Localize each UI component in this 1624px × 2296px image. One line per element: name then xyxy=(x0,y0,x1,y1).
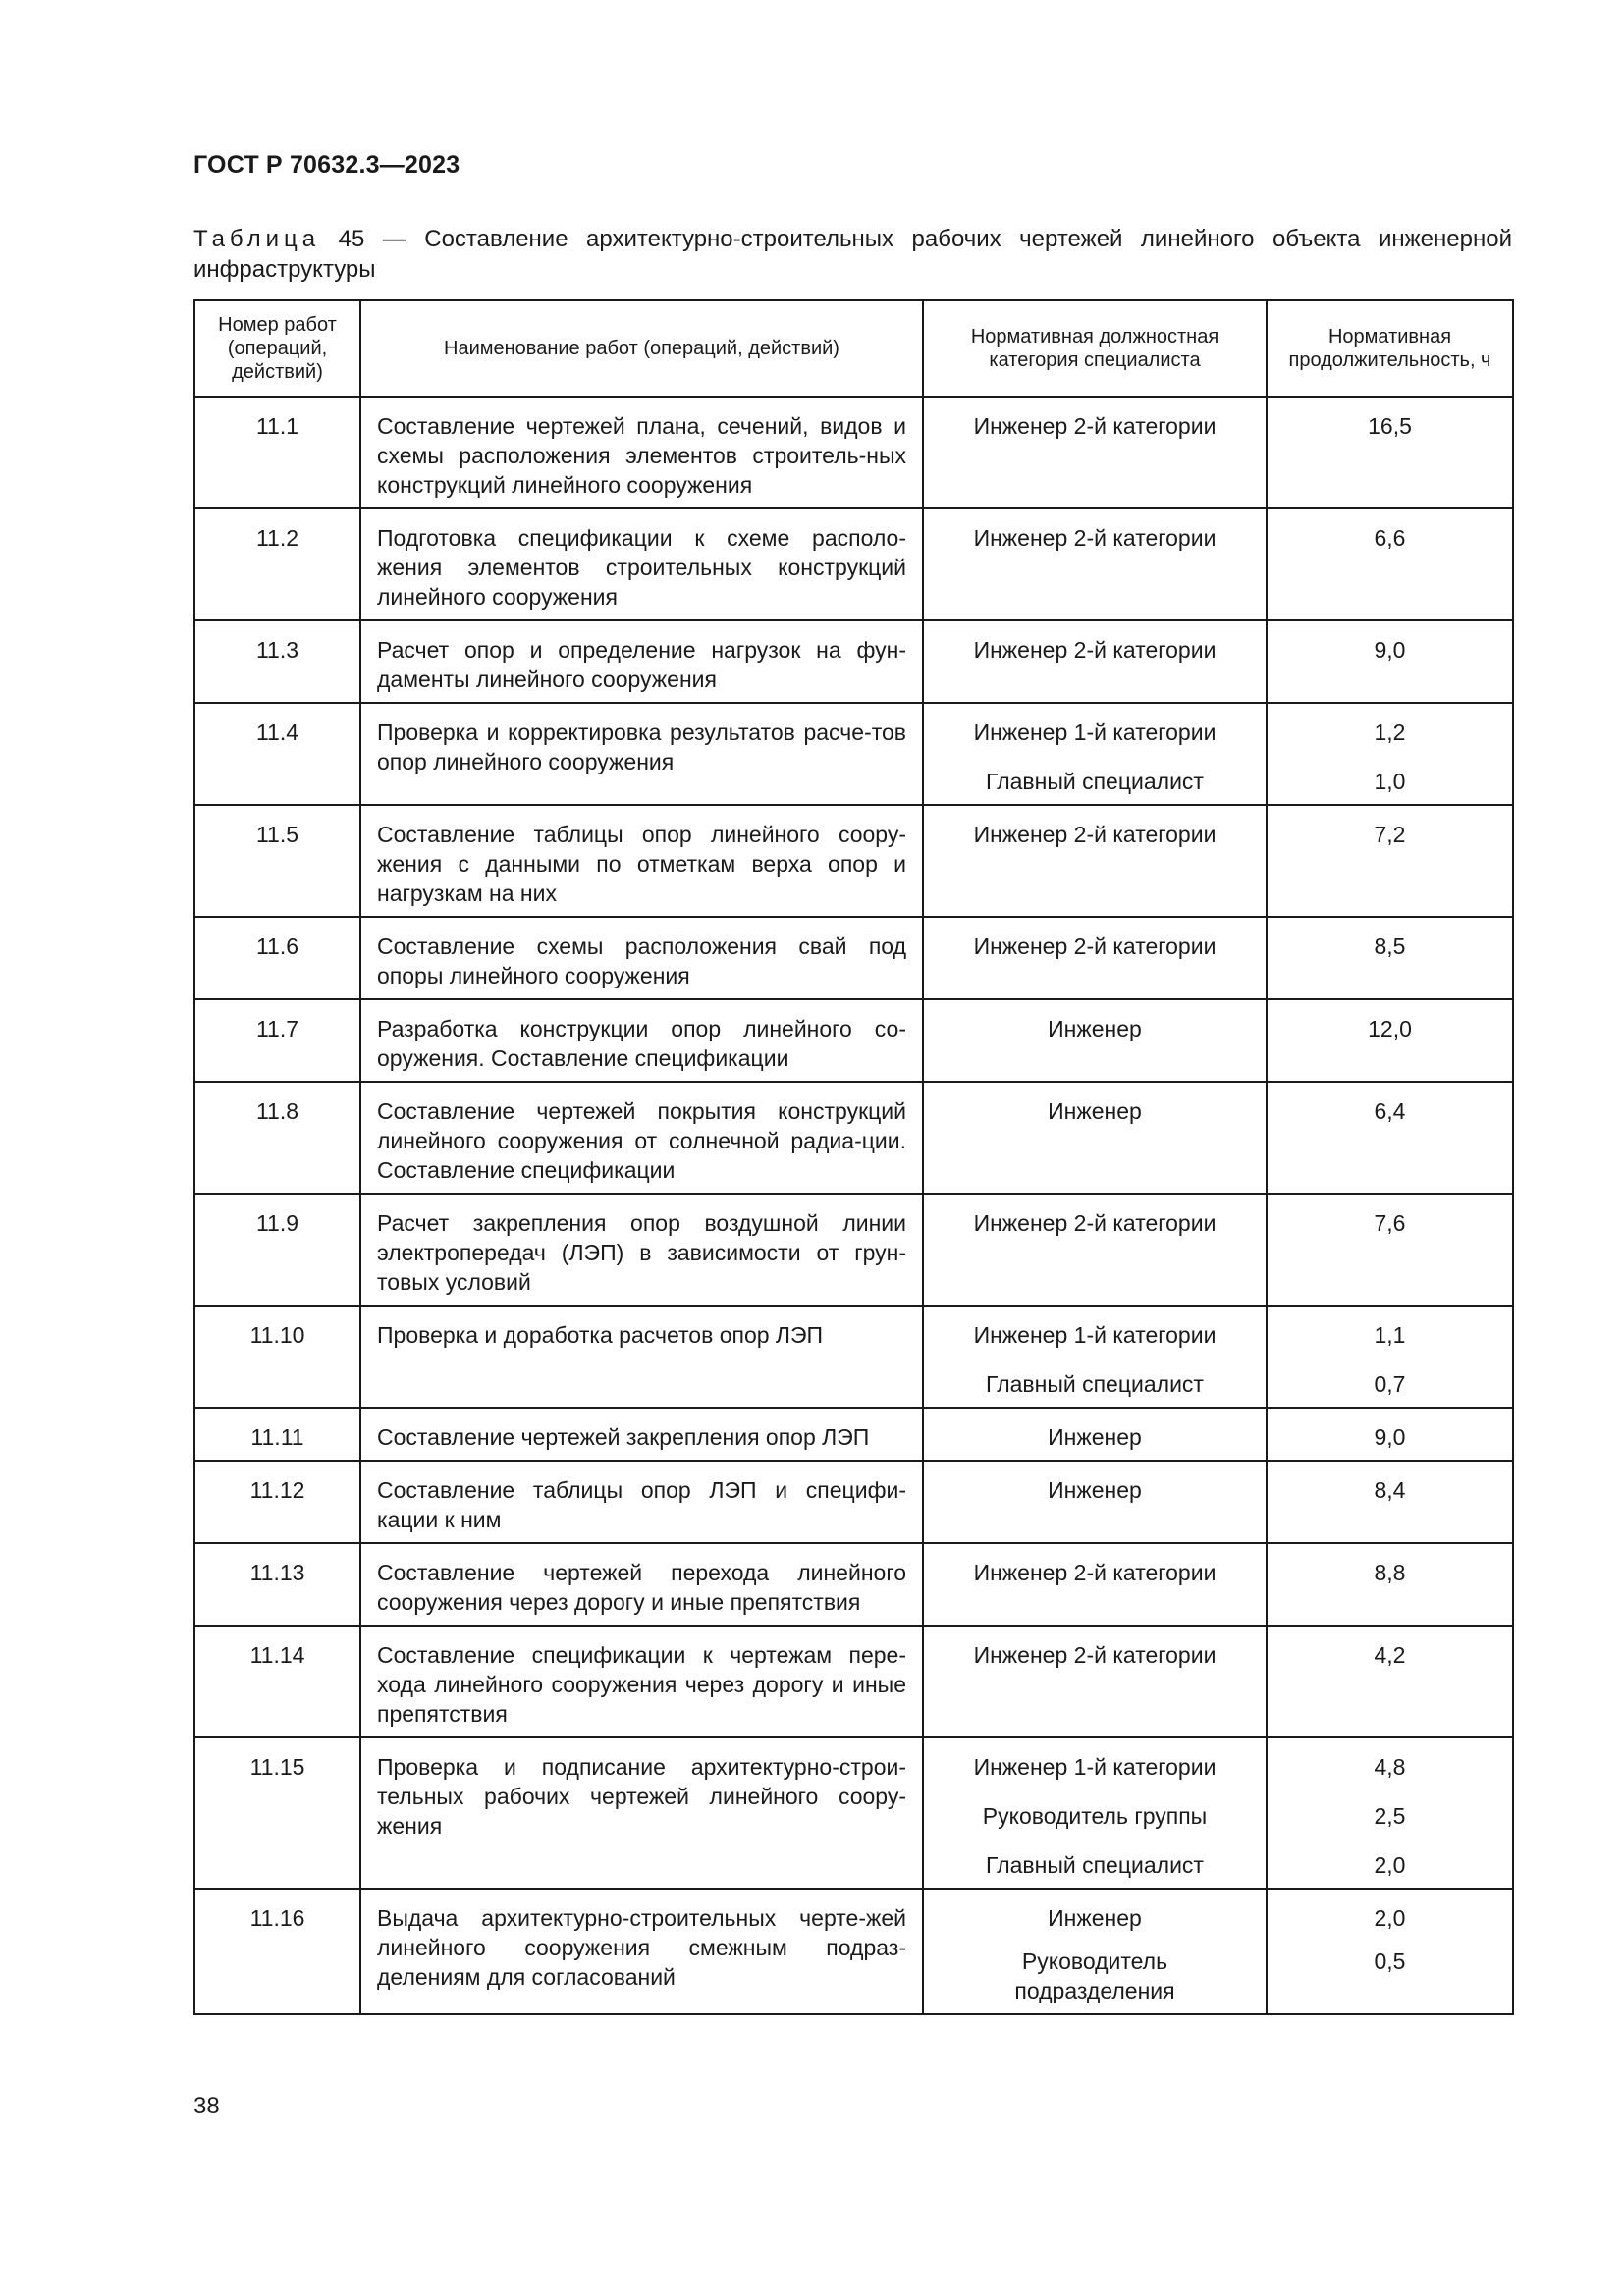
work-number: 11.7 xyxy=(194,999,360,1082)
duration-entry: 2,0 xyxy=(1374,1905,1406,1931)
work-name: Подготовка спецификации к схеме располо-жения элементов строительных конструкций линейного сооружения xyxy=(360,508,923,620)
table-header-row xyxy=(194,300,1513,397)
work-name: Проверка и доработка расчетов опор ЛЭП xyxy=(360,1306,923,1408)
table-row xyxy=(194,999,1513,1082)
work-number: 11.6 xyxy=(194,917,360,999)
work-name: Проверка и подписание архитектурно-строи-тельных рабочих чертежей линейного соору-жения xyxy=(360,1737,923,1889)
category-entry: Инженер 2-й категории xyxy=(973,1560,1217,1585)
work-number: 11.3 xyxy=(194,620,360,703)
specialist-category xyxy=(923,1889,1267,2014)
duration-entry: 1,2 xyxy=(1374,720,1406,745)
duration-entry: 2,0 xyxy=(1374,1852,1406,1878)
duration-hours xyxy=(1267,1626,1513,1737)
duration-hours xyxy=(1267,1408,1513,1461)
category-entry: Инженер xyxy=(1048,1098,1142,1124)
work-number: 11.4 xyxy=(194,703,360,805)
duration-entry: 9,0 xyxy=(1374,1424,1406,1450)
table-row xyxy=(194,1889,1513,2014)
work-name: Составление чертежей плана, сечений, видов и схемы расположения элементов строитель-ных конструкций линейного сооружения xyxy=(360,397,923,508)
duration-hours xyxy=(1267,1461,1513,1543)
specialist-category xyxy=(923,1737,1267,1889)
category-entry: Инженер 2-й категории xyxy=(973,822,1217,847)
table-row xyxy=(194,620,1513,703)
duration-hours xyxy=(1267,620,1513,703)
table-row xyxy=(194,1194,1513,1306)
work-name: Составление чертежей перехода линейного сооружения через дорогу и иные препятствия xyxy=(360,1543,923,1626)
specialist-category xyxy=(923,1194,1267,1306)
specialist-category xyxy=(923,397,1267,508)
table-caption-label: Таблица xyxy=(193,226,321,252)
work-number: 11.2 xyxy=(194,508,360,620)
work-name: Расчет опор и определение нагрузок на фун-даменты линейного сооружения xyxy=(360,620,923,703)
specialist-category xyxy=(923,999,1267,1082)
category-entry: Инженер xyxy=(1048,1424,1142,1450)
duration-hours xyxy=(1267,397,1513,508)
work-name: Составление таблицы опор линейного соору-жения с данными по отметкам верха опор и нагрузкам на них xyxy=(360,805,923,917)
duration-hours xyxy=(1267,1082,1513,1194)
duration-entry: 9,0 xyxy=(1374,637,1406,663)
column-header-category: Нормативная должностная категория специалиста xyxy=(923,300,1267,397)
specialist-category xyxy=(923,508,1267,620)
work-number: 11.10 xyxy=(194,1306,360,1408)
duration-entry: 7,2 xyxy=(1374,822,1406,847)
work-name: Расчет закрепления опор воздушной линии электропередач (ЛЭП) в зависимости от грун-товых условий xyxy=(360,1194,923,1306)
duration-hours xyxy=(1267,1194,1513,1306)
specialist-category xyxy=(923,1461,1267,1543)
category-entry: Инженер 2-й категории xyxy=(973,413,1217,439)
specialist-category xyxy=(923,703,1267,805)
category-entry: Руководитель подразделения xyxy=(1014,1949,1175,2003)
duration-hours xyxy=(1267,917,1513,999)
work-name: Составление таблицы опор ЛЭП и специфи-кации к ним xyxy=(360,1461,923,1543)
category-entry: Инженер 2-й категории xyxy=(973,525,1217,551)
table-caption-text: 45 — Составление архитектурно-строительных рабочих чертежей линейного объекта инженерной инфраструктуры xyxy=(193,226,1512,283)
table-row xyxy=(194,917,1513,999)
table-row xyxy=(194,703,1513,805)
table-row xyxy=(194,397,1513,508)
category-entry: Инженер xyxy=(1048,1016,1142,1041)
duration-hours xyxy=(1267,508,1513,620)
work-number: 11.14 xyxy=(194,1626,360,1737)
column-header-number: Номер работ (операций, действий) xyxy=(194,300,360,397)
category-entry: Инженер 2-й категории xyxy=(973,637,1217,663)
work-number: 11.13 xyxy=(194,1543,360,1626)
work-name: Составление чертежей закрепления опор ЛЭП xyxy=(360,1408,923,1461)
duration-hours xyxy=(1267,1889,1513,2014)
column-header-name: Наименование работ (операций, действий) xyxy=(360,300,923,397)
duration-hours xyxy=(1267,805,1513,917)
column-header-duration: Нормативная продолжительность, ч xyxy=(1267,300,1513,397)
duration-entry: 8,5 xyxy=(1374,934,1406,959)
specialist-category xyxy=(923,1408,1267,1461)
category-entry: Инженер 2-й категории xyxy=(973,934,1217,959)
specialist-category xyxy=(923,917,1267,999)
category-entry: Инженер xyxy=(1048,1477,1142,1503)
work-name: Составление спецификации к чертежам пере-хода линейного сооружения через дорогу и иные препятствия xyxy=(360,1626,923,1737)
duration-entry: 7,6 xyxy=(1374,1210,1406,1236)
category-entry: Инженер 1-й категории xyxy=(973,720,1217,745)
specialist-category xyxy=(923,620,1267,703)
work-name: Проверка и корректировка результатов расче-тов опор линейного сооружения xyxy=(360,703,923,805)
work-name: Составление чертежей покрытия конструкций линейного сооружения от солнечной радиа-ции. Составление спецификации xyxy=(360,1082,923,1194)
duration-entry: 0,5 xyxy=(1374,1949,1406,1974)
specialist-category xyxy=(923,1543,1267,1626)
category-entry: Руководитель группы xyxy=(982,1803,1208,1829)
work-number: 11.12 xyxy=(194,1461,360,1543)
specialist-category xyxy=(923,1306,1267,1408)
table-row xyxy=(194,1461,1513,1543)
table-caption xyxy=(193,224,1512,285)
work-name: Разработка конструкции опор линейного со-оружения. Составление спецификации xyxy=(360,999,923,1082)
category-entry: Главный специалист xyxy=(986,769,1204,794)
table-row xyxy=(194,1543,1513,1626)
duration-entry: 8,8 xyxy=(1374,1560,1406,1585)
document-code: ГОСТ Р 70632.3—2023 xyxy=(193,151,460,179)
specialist-category xyxy=(923,1082,1267,1194)
category-entry: Главный специалист xyxy=(986,1371,1204,1397)
table-row xyxy=(194,1082,1513,1194)
duration-entry: 8,4 xyxy=(1374,1477,1406,1503)
table-row xyxy=(194,1306,1513,1408)
category-entry: Главный специалист xyxy=(986,1852,1204,1878)
duration-hours xyxy=(1267,1737,1513,1889)
work-number: 11.5 xyxy=(194,805,360,917)
duration-hours xyxy=(1267,703,1513,805)
duration-entry: 12,0 xyxy=(1368,1016,1412,1041)
work-number: 11.16 xyxy=(194,1889,360,2014)
work-norms-table xyxy=(193,299,1514,2015)
category-entry: Инженер 1-й категории xyxy=(973,1754,1217,1780)
category-entry: Инженер 1-й категории xyxy=(973,1322,1217,1348)
duration-entry: 2,5 xyxy=(1374,1803,1406,1829)
specialist-category xyxy=(923,805,1267,917)
duration-entry: 6,6 xyxy=(1374,525,1406,551)
duration-entry: 6,4 xyxy=(1374,1098,1406,1124)
duration-entry: 1,0 xyxy=(1374,769,1406,794)
category-entry: Инженер xyxy=(1048,1905,1142,1931)
duration-entry: 4,2 xyxy=(1374,1642,1406,1668)
table-row xyxy=(194,1408,1513,1461)
work-name: Составление схемы расположения свай под опоры линейного сооружения xyxy=(360,917,923,999)
specialist-category xyxy=(923,1626,1267,1737)
table-row xyxy=(194,508,1513,620)
page-number: 38 xyxy=(193,2093,220,2119)
work-number: 11.15 xyxy=(194,1737,360,1889)
duration-entry: 4,8 xyxy=(1374,1754,1406,1780)
work-number: 11.8 xyxy=(194,1082,360,1194)
work-number: 11.1 xyxy=(194,397,360,508)
category-entry: Инженер 2-й категории xyxy=(973,1210,1217,1236)
table-row xyxy=(194,805,1513,917)
category-entry: Инженер 2-й категории xyxy=(973,1642,1217,1668)
duration-entry: 16,5 xyxy=(1368,413,1412,439)
duration-entry: 0,7 xyxy=(1374,1371,1406,1397)
work-name: Выдача архитектурно-строительных черте-жей линейного сооружения смежным подраз-делениям для согласований xyxy=(360,1889,923,2014)
duration-hours xyxy=(1267,1543,1513,1626)
work-number: 11.9 xyxy=(194,1194,360,1306)
table-row xyxy=(194,1626,1513,1737)
duration-hours xyxy=(1267,999,1513,1082)
table-row xyxy=(194,1737,1513,1889)
duration-entry: 1,1 xyxy=(1374,1322,1406,1348)
duration-hours xyxy=(1267,1306,1513,1408)
work-number: 11.11 xyxy=(194,1408,360,1461)
